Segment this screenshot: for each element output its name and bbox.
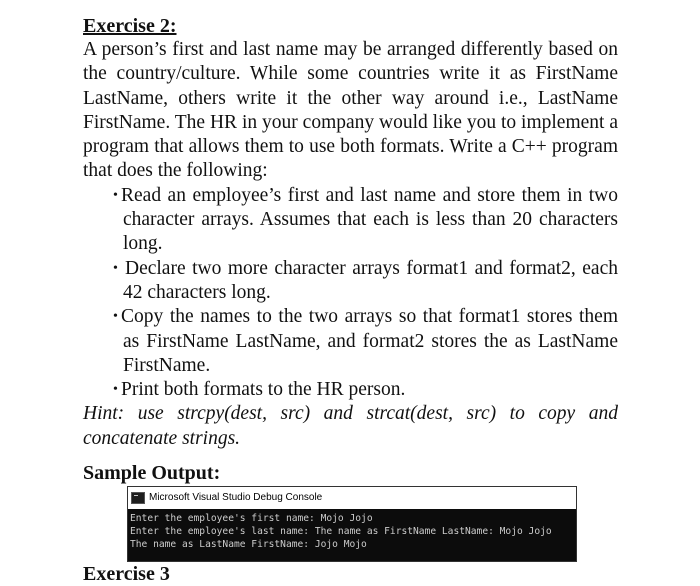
bullet-icon: • [113,382,118,398]
list-item-text: Copy the names to the two arrays so that format1 stores them as FirstName LastName, and format2 stores the as LastName FirstName. [121,306,618,376]
bullet-icon: • [113,309,118,325]
list-item-text: Declare two more character arrays format1 and format2, each 42 characters long. [123,257,618,303]
console-line: Enter the employee's last name: The name as FirstName LastName: Mojo Jojo [130,526,552,537]
next-exercise-heading-cut [83,562,203,585]
debug-console-window [127,486,577,562]
list-item [83,257,618,306]
console-line: Enter the employee's first name: Mojo Jojo [130,513,373,524]
bullet-icon: • [113,187,118,203]
console-output [128,509,576,554]
bullet-icon: • [113,260,118,276]
next-exercise-heading: Exercise 3 [83,563,170,585]
hint-text: Hint: use strcpy(dest, src) and strcat(dest, src) to copy and concatenate strings. [83,403,618,449]
console-app-icon [131,492,145,504]
exercise-section [83,14,618,485]
list-item-text: Read an employee’s first and last name and store them in two character arrays. Assumes that each is less than 20 characters long. [121,184,618,255]
exercise-title: Exercise 2: [83,15,177,37]
console-title: Microsoft Visual Studio Debug Console [149,492,323,503]
list-item [83,184,618,257]
list-item [83,305,618,378]
console-titlebar [128,487,576,509]
list-item [83,378,618,402]
requirements-list [83,184,618,403]
console-line: The name as LastName FirstName: Jojo Mojo [130,539,367,550]
list-item-text: Print both formats to the HR person. [121,379,406,401]
exercise-intro: A person’s first and last name may be arranged differently based on the country/culture. While some countries write it as FirstName LastName, others write it the other way around i.e., LastName FirstName. The HR in your company would like you to implement a program that allows them to use both formats. Write a C++ program that does the following: [83,39,618,182]
sample-output-label: Sample Output: [83,462,221,485]
